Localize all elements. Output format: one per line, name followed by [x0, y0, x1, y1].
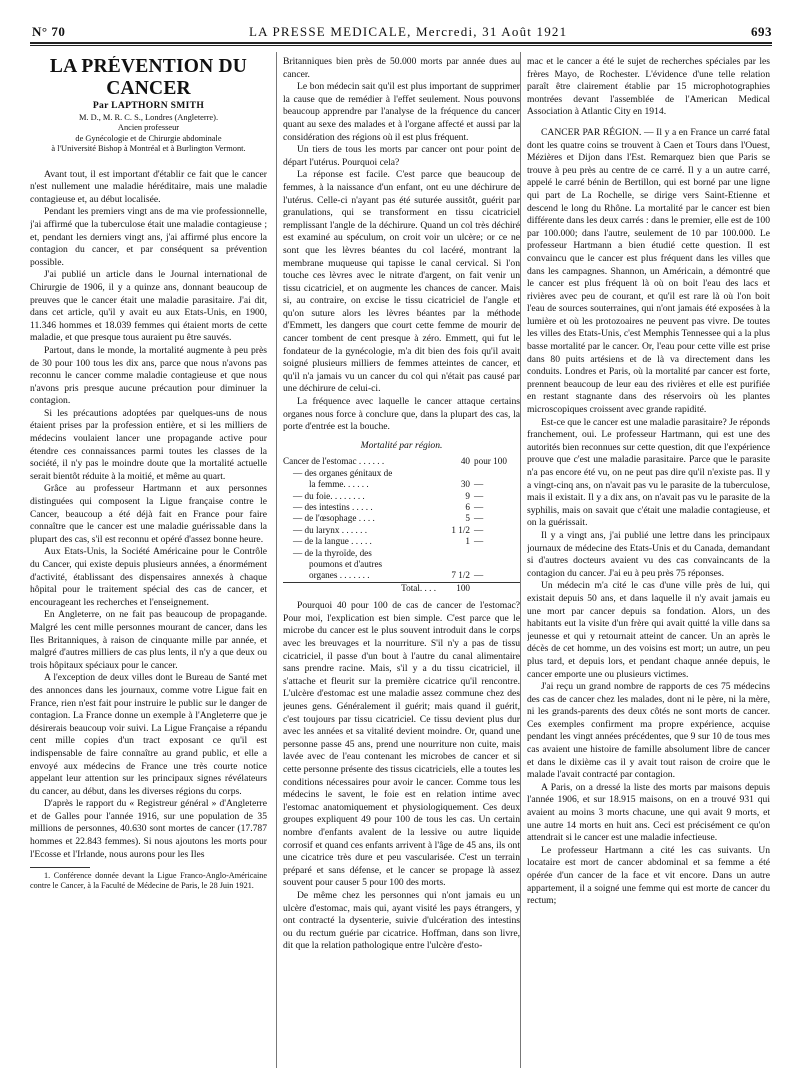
table-row [283, 559, 520, 570]
paragraph: Si les précautions adoptées par quelques-uns de nous étaient prises par la profession entière, et si les milliers de médecins voulaient lancer une propagande active pour étendre ces connaissances parmi toutes les classes de la société, il n'y pas le moindre doute que la mortalité actuelle serait bientôt réduite à la moitié, et même au quart. [30, 407, 267, 482]
table-row [283, 513, 520, 524]
row-label: Cancer de l'estomac . . . . . . [283, 456, 385, 467]
header-rule [30, 42, 772, 44]
row-value [440, 468, 474, 479]
row-unit: — [474, 479, 484, 490]
row-unit: — [474, 536, 484, 547]
column-divider [520, 52, 521, 1068]
row-value [440, 548, 474, 559]
paragraph: Le bon médecin sait qu'il est plus important de supprimer la cause que de remédier à l'effet seulement. Nous pouvons beaucoup apprendre par l'analyse de la fréquence du cancer quant au sexe des malades et à l'organe affecté et aussi par la considération des régions où il est plus fréquent. [283, 81, 520, 143]
paragraph: Pendant les premiers vingt ans de ma vie professionnelle, j'ai affirmé que la tuberculose était une maladie contagieuse ; et, pendant les derniers vingt ans, j'ai affirmé plus encore la contagion du cancer, et par conséquent sa prévention possible. [30, 206, 267, 268]
mortality-table [283, 456, 520, 594]
paragraph: A Paris, on a dressé la liste des morts par maisons depuis l'année 1906, et sur 18.915 maisons, on en a trouvé 931 qui avaient au moins 3 morts chacune, une qui avait 9 morts, et une autre 14 morts en huit ans. Ceci est précisément ce qu'on attendrait si le cancer est une maladie infectieuse. [527, 781, 770, 844]
row-unit: pour 100 [474, 456, 507, 467]
row-value: 9 [465, 490, 470, 501]
paragraph: En Angleterre, on ne fait pas beaucoup de propagande. Malgré les cent mille personnes mourant de cancer, dans les Iles Britanniques, à raison de cinquante mille par année, et malgré d'autres milliers de cas plus lents, il n'y a que deux ou trois hôpitaux spéciaux pour le cancer. [30, 609, 267, 671]
row-label: poumons et d'autres [309, 559, 383, 570]
row-label: — du larynx . . . . . . [293, 524, 368, 535]
table-row [283, 456, 520, 467]
paragraph: D'après le rapport du « Registreur général » d'Angleterre et de Galles pour l'année 1916, sur une population de 35 millions de personnes, 40.630 sont mortes de cancer (17.787 hommes et 22.843 femmes). Si nous ajoutons les morts pour l'Ecosse et l'Irlande, nous aurons pour les Iles [30, 798, 267, 860]
row-unit: — [474, 513, 484, 524]
row-label: — des intestins . . . . . [293, 502, 373, 513]
row-unit: — [474, 524, 484, 535]
paragraph: Avant tout, il est important d'établir ce fait que le cancer n'est nullement une maladie héréditaire, mais une maladie contagieuse et, au début localisée. [30, 168, 267, 205]
paragraph: Pourquoi 40 pour 100 de cas de cancer de l'estomac? Pour moi, l'explication est bien simple. C'est parce que le microbe du cancer est le plus souvent introduit dans le corps avec les breuvages et la nourriture. S'il n'y a pas de tissu cicatriciel, il passe d'un bout à l'autre du canal alimentaire sans prendre racine. Mais, s'il y a du tissu cicatriciel, il s'attache et fleurit sur la première cicatrice qu'il rencontre. L'ulcère d'estomac est une maladie assez commune chez des jeunes gens. Généralement il guérit; mais quand il guérit, c'est toujours par tissu cicatriciel. Ce tissu devient plus dur avec les années et sa vitalité devient moindre. Or, quand une personne passe 45 ans, prend une nourriture non cuite, mais lavée avec de l'eau contenant les microbes de cancer et si cette personne présente des tissus cicatriciels, elle a toutes les conditions nécessaires pour avoir le cancer. Comme tous les médecins le savent, le foie est en relation intime avec l'estomac anatomiquement et physiologiquement. Ces deux groupes expliquent 49 pour 100 de tous les cas. Un certain nombre d'enfants avalent de la lessive ou autre liquide corrosif et quand ces enfants arrivent à l'âge de 45 ans, ils ont une cicatrice très dure et peu vascularisée. C'est un terrain préparé et sans défense, et le cancer se propage là assez souvent pour causer 5 pour 100 des morts. [283, 600, 520, 889]
row-value: 1 1/2 [451, 524, 470, 535]
table-total-row [283, 582, 520, 594]
row-label: — de la langue . . . . . [293, 536, 372, 547]
row-value: 1 [465, 536, 470, 547]
paragraph: Le professeur Hartmann a cité les cas suivants. Un locataire est mort de cancer abdominal et sa femme a été opérée d'un cancer de la face et vit encore. Dans un autre appartement, il a soigné une femme qui est morte de cancer du rectum; [527, 844, 770, 907]
total-value: 100 [440, 582, 474, 594]
row-unit [474, 559, 520, 570]
author-credential: de Gynécologie et de Chirurgie abdominale [75, 133, 222, 143]
row-value: 5 [465, 513, 470, 524]
table-row [283, 525, 520, 536]
page-header [32, 20, 772, 40]
article-title: LA PRÉVENTION DU CANCER [49, 56, 248, 99]
row-label: organes . . . . . . . [309, 570, 370, 581]
column-3 [527, 56, 770, 1070]
paragraph: Un tiers de tous les morts par cancer ont pour point de départ l'utérus. Pourquoi cela? [283, 144, 520, 168]
paragraph: Un médecin m'a cité le cas d'une ville près de lui, qui existait depuis 50 ans, et dans laquelle il n'y avait jamais eu une mort par cancer depuis sa fondation. Alors, un des habitants eut la visite d'un frère qui avait quitté la ville dans sa jeunesse et qui y retournait atteint de cancer. Un an après le décès de cet homme, un des voisins est mort; un autre, un peu plus tard, et depuis lors, et pendant chaque année depuis, le cancer emporte une ou plusieurs victimes. [527, 580, 770, 680]
row-unit [474, 548, 520, 559]
row-unit [474, 468, 520, 479]
total-label: Total. . . . [283, 582, 440, 594]
paragraph: CANCER PAR RÉGION. — Il y a en France un carré fatal dont les quatre coins se trouvent à Caen et Tours dans l'Ouest, Mézières et Dijon dans l'Est. Remarquez bien que Paris se trouve à peu près au centre de ce carré. Il y a un autre carré, appelé le carré bénin de Bertillon, qui est borné par une ligne qui part de La Rochelle, se dirige vers Saint-Etienne et descend le long du Rhône. La mortalité par le cancer est bien différente dans les deux carrés : dans le premier, elle est de 100 par 100.000; dans l'autre, seulement de 10 par 100.000. Le professeur Hartmann a bien étudié cette question. Il est convaincu que le cancer est plus fréquent dans les villes que dans les campagnes. Shannon, un Américain, a démontré que le cancer est plus fréquent là où on boit l'eau des lacs et rivières avec peu de courant, et qu'il est rare là où l'on boit l'eau de sources souterraines, qui n'ont jamais été exposées à la lumière et où les protozoaires ne peuvent pas vivre. De toutes les villes des Etats-Unis, c'est Memphis Tennessee qui a la plus basse mortalité par le cancer. Or, l'eau pour cette ville est prise dans 80 puits artésiens et de là va directement dans les conduits. Londres et Paris, où la mortalité par cancer est forte, prennent beaucoup de leur eau des rivières et elle est purifiée en restant stagnante dans des réservoirs où les plantes microscopiques croissent avec grande rapidité. [527, 126, 770, 416]
author-credential: M. D., M. R. C. S., Londres (Angleterre). [78, 112, 219, 122]
paragraph: De même chez les personnes qui n'ont jamais eu un ulcère d'estomac, mais qui, ayant visité les pays étrangers, y ont contracté la dysenterie, suivie d'ulcération des intestins ou du rectum guérie par cicatrice. Hoffman, dans son livre, dit que la relation pathologique entre l'ulcère d'esto- [283, 889, 520, 952]
author-credential: Ancien professeur [117, 123, 180, 133]
paragraph: Est-ce que le cancer est une maladie parasitaire? Je réponds franchement, oui. Le professeur Hartmann, qui est une des autorités bien reconnues sur cette question, dit que l'expérience prouve que c'est une maladie parasitaire. Parce que le parasite n'a pas encore été vu, on ne peut pas dire qu'il n'existe pas. Il y a vingt-cinq ans, on n'avait pas vu le parasite de la tuberculose, mais il existait. Il y a dix ans, on n'avait pas vu le parasite de la syphilis, mais on savait que c'était une maladie contagieuse, et on la guérissait. [527, 416, 770, 529]
row-value: 7 1/2 [451, 570, 470, 581]
paragraph: Il y a vingt ans, j'ai publié une lettre dans les principaux journaux de médecine des Etats-Unis et du Canada, demandant si d'autres docteurs avaient vu des cas convaincants de la contagion du cancer. J'ai eu à peu près 75 réponses. [527, 529, 770, 579]
row-label: la femme. . . . . . [309, 479, 369, 490]
article-author: Par LAPTHORN SMITH [92, 100, 205, 111]
footnote: 1. Conférence donnée devant la Ligue Franco-Anglo-Américaine contre le Cancer, à la Faculté de Médecine de Paris, le 28 Juin 1921. [30, 871, 267, 891]
paragraph: Britanniques bien près de 50.000 morts par année dues au cancer. [283, 56, 520, 80]
row-value: 6 [465, 502, 470, 513]
row-label: — de l'œsophage . . . . [293, 513, 375, 524]
journal-title: LA PRESSE MEDICALE, Mercredi, 31 Août 1921 [249, 24, 568, 39]
table-row [283, 468, 520, 479]
paragraph: Grâce au professeur Hartmann et aux personnes distinguées qui composent la Ligue française contre le Cancer, beaucoup a été déjà fait en France pour faire connaître que le cancer est une maladie guérissable dans la plupart des cas, s'il est reconnu et opéré d'assez bonne heure. [30, 483, 267, 545]
table-row [283, 479, 520, 490]
paragraph: J'ai reçu un grand nombre de rapports de ces 75 médecins des cas de cancer chez les malades, dont ni le père, ni la mère, ni les grands-parents des deux côtés ne sont morts de cancer. Ces exemples confirment ma propre expérience, acquise pendant les vingt années précédentes, que 9 sur 10 de tous mes cas avaient une histoire de famille absolument libre de cancer et dans le dixième cas il y avait tout raison de croire que le malade l'avait contracté par contagion. [527, 681, 770, 781]
table-row [283, 502, 520, 513]
row-value: 40 [460, 456, 470, 467]
row-label: — du foie. . . . . . . . [293, 490, 365, 501]
issue-number: N° 70 [32, 24, 66, 39]
author-credential: à l'Université Bishop à Montréal et à Burlington Vermont. [51, 144, 246, 154]
row-unit: — [474, 570, 484, 581]
header-rule-thin [30, 45, 772, 46]
row-value: 30 [460, 479, 470, 490]
row-unit: — [474, 490, 484, 501]
paragraph: La fréquence avec laquelle le cancer attaque certains organes nous force à conclure que, dans la plupart des cas, la porte d'entrée est la bouche. [283, 396, 520, 433]
table-row [283, 491, 520, 502]
table-row [283, 536, 520, 547]
row-label: — des organes génitaux de [293, 467, 393, 478]
column-2 [283, 56, 520, 1070]
paragraph: Aux Etats-Unis, la Société Américaine pour le Contrôle du Cancer, qui existe depuis plusieurs années, a énormément d'activité, établissant des dispensaires annexés à chaque hôpital pour le traitement spécial des cas de cancer, et encourageant les recherches et l'enseignement. [30, 546, 267, 608]
paragraph: mac et le cancer a été le sujet de recherches spéciales par les frères Mayo, de Rochester. L'évidence d'une telle relation paraît être clairement établie par 15 microphotographies montrées devant l'assemblée de l'American Medical Association à Atlantic City en 1914. [527, 56, 770, 118]
column-1 [30, 56, 267, 1070]
column-divider [276, 52, 277, 1068]
paragraph: La réponse est facile. C'est parce que beaucoup de femmes, à la naissance d'un enfant, ont eu une déchirure de l'utérus. Celle-ci n'ayant pas été suturée aussitôt, guérit par granulations, qui se transforment en tissu cicatriciel remplissant l'angle de la déchirure. Quand un col très déchiré est examiné au spéculum, on croit voir un ulcère; or ce ne sont que les lèvres béantes du col lacéré, montrant la membrane muqueuse qui tapisse le canal cervical. Si l'on touche ces lèvres avec le nitrate d'argent, on fait venir un tissu cicatriciel, et on augmente les chances de cancer. Mais si, au contraire, on excise le tissu cicatriciel de l'angle et qu'on suture alors les lèvres béantes par la méthode d'Emmett, les dangers que court cette femme de mourir de cancer tombent de cent presque à zéro. Emmett, qui fut le fondateur de la gynécologie, m'a dit bien des fois qu'il avait soigné plusieurs milliers de femmes atteintes de cancer, et qu'il n'a jamais vu un cancer du col qui n'était pas causé par une déchirure de celui-ci. [283, 169, 520, 395]
page-number: 693 [751, 24, 772, 39]
paragraph: J'ai publié un article dans le Journal international de Chirurgie de 1906, il y a quinze ans, donnant beaucoup de preuves que le cancer était une maladie parasitaire. J'ai dit, dans cet article, qu'il y avait eu aux Etats-Unis, en 1900, 11.346 hommes et 18.039 femmes qui étaient morts de cette maladie, et que presque tous auraient pu être sauvés. [30, 269, 267, 344]
paragraph: Partout, dans le monde, la mortalité augmente à peu près de 30 pour 100 tous les dix ans, parce que nous n'avons pas reconnu le cancer comme maladie contagieuse et que nous n'avons pris presque aucune précaution pour diminuer la contagion. [30, 344, 267, 407]
table-title: Mortalité par région. [360, 439, 443, 451]
row-unit: — [474, 502, 484, 513]
row-value [440, 559, 474, 570]
row-label: — de la thyroïde, des [293, 547, 372, 558]
table-row [283, 548, 520, 559]
footnote-rule [30, 867, 90, 868]
paragraph: A l'exception de deux villes dont le Bureau de Santé met des annonces dans les journaux, comme votre Ligue fait en France, rien n'est fait pour instruire le public sur le danger de contagion. La France donne un exemple à l'Angleterre que je désirerais beaucoup voir suivi. La Ligue Française a répandu cent mille copies d'un tract exposant ce qu'il est indispensable de faire connaître au grand public, et elle a envoyé aux médecins de France une très courte notice appelant leur attention sur les principaux signes révélateurs du cancer, au début, dans les diverses régions du corps. [30, 672, 267, 797]
table-row [283, 570, 520, 582]
